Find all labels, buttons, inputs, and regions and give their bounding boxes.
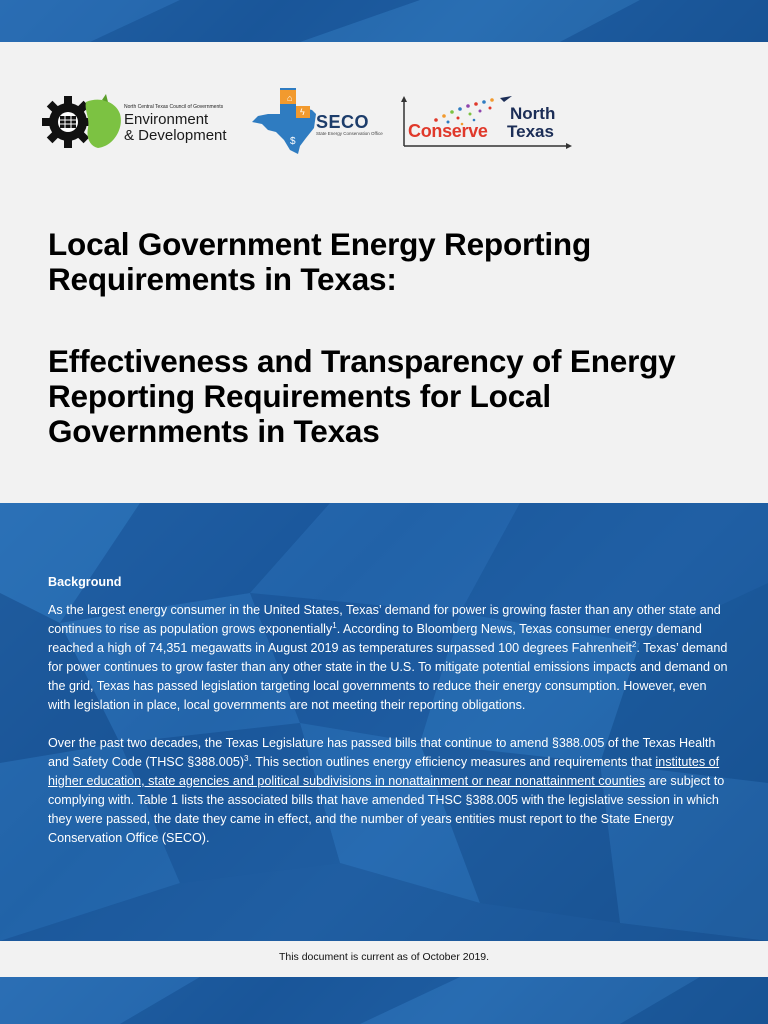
paragraph-1-text-a: As the largest energy consumer in the United States, Texas’ demand for power is growing faster than any other state and continues to rise as population grows exponentially xyxy=(48,603,721,636)
conserve-logo-conserve: Conserve xyxy=(408,121,488,141)
footnote-ref-1[interactable]: 1 xyxy=(332,620,337,630)
seco-logo-name: SECO xyxy=(316,112,370,132)
svg-text:ϟ: ϟ xyxy=(300,107,305,117)
bottom-blue-band xyxy=(0,977,768,1024)
paragraph-2-text-c: are subject to complying with. Table 1 lists the associated bills that have amended THSC §388.005 with the legislative session in which they were passed, the date they came in effect, and the number of years entities must report to the State Energy Conservation Office (SECO). xyxy=(48,774,725,845)
document-title: Local Government Energy Reporting Requirements in Texas: xyxy=(48,226,591,297)
seco-logo-subtitle: State Energy Conservation Office xyxy=(316,131,383,136)
paragraph-2 xyxy=(48,734,728,848)
footnote-ref-3[interactable]: 3 xyxy=(244,753,249,763)
nctcog-logo-line2: & Development xyxy=(124,127,227,144)
section-heading: Background xyxy=(48,575,122,589)
document-subtitle: Effectiveness and Transparency of Energy Reporting Requirements for Local Governments in Texas xyxy=(48,343,676,449)
background-section xyxy=(48,573,728,867)
svg-text:⌂: ⌂ xyxy=(287,93,293,103)
entities-link[interactable]: institutes of higher education, state agencies and political subdivisions in nonattainment or near nonattainment counties xyxy=(48,755,720,788)
svg-text:$: $ xyxy=(290,136,296,147)
conserve-logo-texas: Texas xyxy=(507,122,554,141)
paragraph-2-text-b: . This section outlines energy efficiency measures and requirements that xyxy=(248,755,656,769)
paragraph-1-text-c: . Texas’ demand for power continues to grow faster than any other state in the U.S. To mitigate potential emissions impacts and demand on the grid, Texas has passed legislation targeting local governments to reduce their energy consumption. However, even with legislation in place, local governments are not meeting their reporting obligations. xyxy=(48,641,728,712)
paragraph-1 xyxy=(48,601,728,715)
footnote-ref-2[interactable]: 2 xyxy=(631,639,637,649)
conserve-logo-north: North xyxy=(510,104,556,123)
paragraph-2-text-a: Over the past two decades, the Texas Legislature has passed bills that continue to amend §388.005 of the Texas Health and Safety Code (THSC §388.005) xyxy=(48,736,716,769)
paragraph-1-text-b: . According to Bloomberg News, Texas consumer energy demand reached a high of 74,351 megawatts in August 2019 as temperatures surpassed 100 degrees Fahrenheit xyxy=(48,622,702,655)
nctcog-logo-line1: Environment xyxy=(124,111,209,128)
nctcog-small-text: North Central Texas Council of Governments xyxy=(124,104,224,110)
document-date-note: This document is current as of October 2019. xyxy=(278,951,490,963)
top-blue-band xyxy=(0,0,768,42)
